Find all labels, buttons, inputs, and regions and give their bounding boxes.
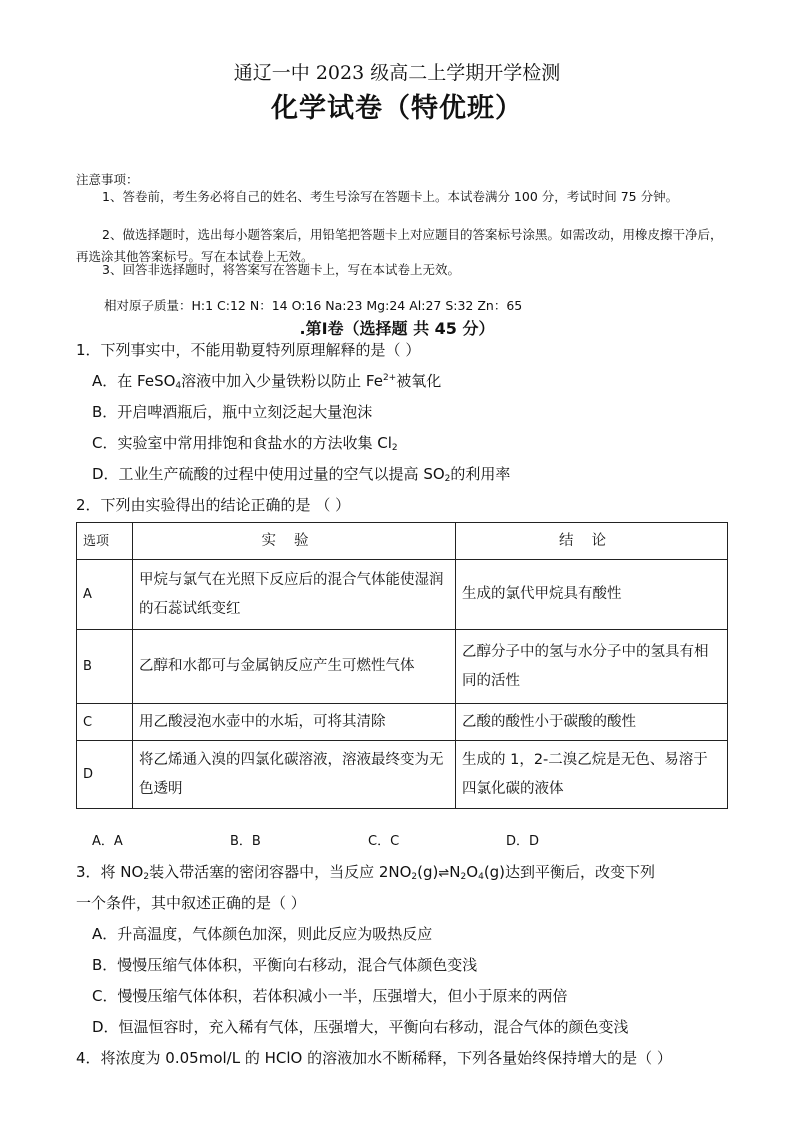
question-3-option-d: D．恒温恒容时，充入稀有气体，压强增大，平衡向右移动，混合气体的颜色变浅 — [92, 1018, 629, 1036]
note-item-3: 3、回答非选择题时，将答案写在答题卡上，写在本试卷上无效。 — [102, 262, 460, 277]
equilibrium-arrow-icon: ⇌ — [438, 866, 450, 881]
answer-c: C．C — [368, 834, 400, 849]
table-header-experiment: 实验 — [133, 523, 456, 560]
question-3-stem-line-2: 一个条件，其中叙述正确的是（ ） — [76, 894, 306, 912]
table-header-row — [77, 523, 728, 560]
table-cell-conclusion: 乙醇分子中的氢与水分子中的氢具有相同的活性 — [456, 630, 728, 704]
table-cell-experiment: 将乙烯通入溴的四氯化碳溶液，溶液最终变为无色透明 — [133, 741, 456, 809]
table-row — [77, 630, 728, 704]
answer-b: B．B — [230, 834, 261, 849]
school-line: 通辽一中 2023 级高二上学期开学检测 — [233, 62, 561, 84]
notes-title: 注意事项： — [76, 172, 139, 187]
question-2-stem: 2．下列由实验得出的结论正确的是 （ ） — [76, 496, 351, 514]
note-item-1: 1、答卷前，考生务必将自己的姓名、考生号涂写在答题卡上。本试卷满分 100 分，考试时间 75 分钟。 — [102, 189, 679, 204]
table-cell-conclusion: 生成的 1，2-二溴乙烷是无色、易溶于四氯化碳的液体 — [456, 741, 728, 809]
table-cell-option: A — [77, 560, 133, 630]
question-1-stem: 1．下列事实中，不能用勒夏特列原理解释的是（ ） — [76, 341, 421, 359]
table-row — [77, 560, 728, 630]
question-3-option-a: A．升高温度，气体颜色加深，则此反应为吸热反应 — [92, 925, 433, 943]
table-cell-experiment: 甲烷与氯气在光照下反应后的混合气体能使湿润的石蕊试纸变红 — [133, 560, 456, 630]
answer-a: A．A — [92, 834, 123, 849]
question-1-option-d: D．工业生产硫酸的过程中使用过量的空气以提高 $SO_2$的利用率 — [92, 465, 511, 484]
note-item-2: 2、做选择题时，选出每小题答案后，用铅笔把答题卡上对应题目的答案标号涂黑。如需改动，用橡皮擦干净后，再选涂其他答案标号。写在本试卷上无效。 — [76, 227, 723, 264]
question-1-option-c: C．实验室中常用排饱和食盐水的方法收集 $Cl_2$ — [92, 434, 398, 453]
table-cell-conclusion: 乙酸的酸性小于碳酸的酸性 — [456, 704, 728, 741]
table-row — [77, 704, 728, 741]
question-2-table — [76, 522, 728, 809]
atomic-masses: 相对原子质量：H:1 C:12 N：14 O:16 Na:23 Mg:24 Al:27 S:32 Zn：65 — [104, 298, 523, 313]
table-cell-experiment: 用乙酸浸泡水壶中的水垢，可将其清除 — [133, 704, 456, 741]
table-header-conclusion: 结论 — [456, 523, 728, 560]
question-4-stem: 4．将浓度为 0.05mol/L 的 HClO 的溶液加水不断稀释，下列各量始终保持增大的是（ ） — [76, 1049, 672, 1067]
answer-d: D．D — [506, 834, 540, 849]
question-3-option-c: C．慢慢压缩气体体积，若体积减小一半，压强增大，但小于原来的两倍 — [92, 987, 568, 1005]
question-2-answers — [92, 830, 644, 849]
table-cell-option: C — [77, 704, 133, 741]
table-cell-experiment: 乙醇和水都可与金属钠反应产生可燃性气体 — [133, 630, 456, 704]
table-header-option: 选项 — [77, 523, 133, 560]
question-3-stem: 3．将 $NO_2$装入带活塞的密闭容器中，当反应 $2NO_2(g)\rightleftharpoons N_2O_4(g)$达到平衡后，改变下列 — [76, 863, 656, 882]
table-cell-conclusion: 生成的氯代甲烷具有酸性 — [456, 560, 728, 630]
question-3-option-b: B．慢慢压缩气体体积，平衡向右移动，混合气体颜色变浅 — [92, 956, 478, 974]
question-1-option-a: A．在 FeSO$_4$溶液中加入少量铁粉以防止 $Fe^{2+}$被氧化 — [92, 372, 442, 391]
exam-title: 化学试卷（特优班） — [271, 93, 523, 124]
question-1-option-b: B．开启啤酒瓶后，瓶中立刻泛起大量泡沫 — [92, 403, 373, 421]
table-cell-option: B — [77, 630, 133, 704]
section-title: .第Ⅰ卷（选择题 共 45 分） — [299, 319, 495, 338]
table-row — [77, 741, 728, 809]
table-cell-option: D — [77, 741, 133, 809]
